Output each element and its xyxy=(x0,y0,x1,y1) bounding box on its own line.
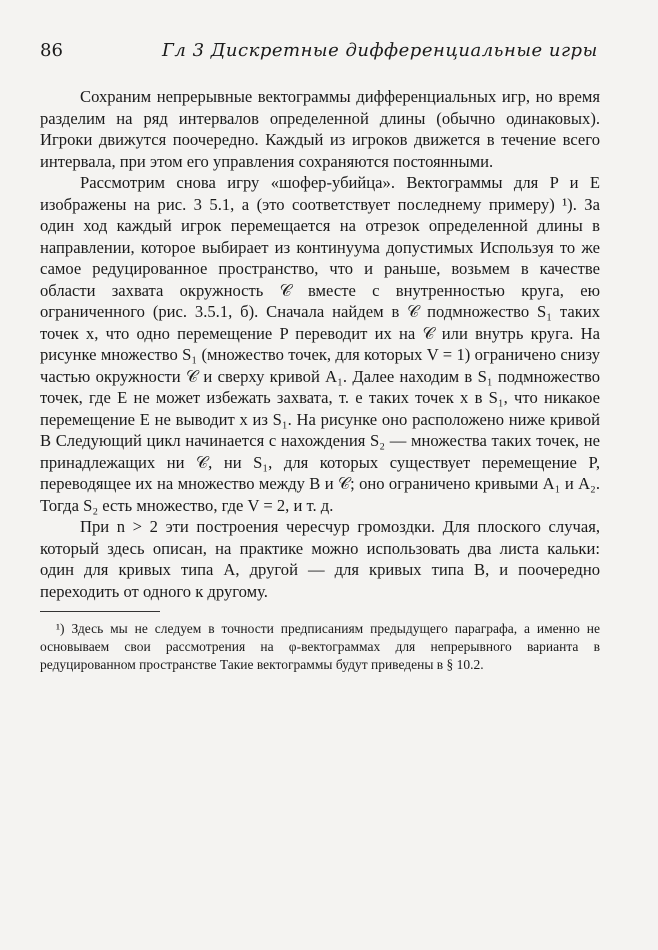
footnote xyxy=(40,620,600,674)
page-header xyxy=(40,40,600,64)
page-number: 86 xyxy=(40,40,63,61)
paragraph: При n > 2 эти построения чересчур громоздки. Для плоского случая, который здесь описан, на практике можно использовать два листа кальки: один для кривых типа A, другой — для кривых типа B, и поочередно переходить от одного к другому. xyxy=(40,517,600,601)
paragraph: Сохраним непрерывные вектограммы дифференциальных игр, но время разделим на ряд интервалов определенной длины (обычно одинаковых). Игроки движутся поочередно. Каждый из игроков движется в течение всего интервала, при этом его управления сохраняются постоянными. xyxy=(40,87,600,171)
footnote-text: ¹) Здесь мы не следуем в точности предписаниям предыдущего параграфа, а именно не основываем свои рассмотрения на φ-вектограммах для непрерывного варианта в редуцированном пространстве Такие вектограммы будут приведены в § 10.2. xyxy=(40,621,600,672)
footnote-divider xyxy=(40,611,160,612)
main-text xyxy=(40,86,600,602)
paragraph: Рассмотрим снова игру «шофер-убийца». Вектограммы для P и E изображены на рис. 3 5.1, а (это соответствует последнему примеру) ¹). За один ход каждый игрок перемещается на отрезок определенной длины в направлении, которое выбирает из континуума допустимых Используя то же самое редуцированное пространство, что и раньше, возьмем в качестве области захвата окружность 𝒞 вместе с внутренностью круга, ею ограниченного (рис. 3.5.1, б). Сначала найдем в 𝒞 подмножество S₁ таких точек x, что одно перемещение P переводит их на 𝒞 или внутрь круга. На рисунке множество S₁ (множество точек, для которых V = 1) ограничено снизу частью окружности 𝒞 и сверху кривой A₁. Далее находим в S₁ подмножество точек, где E не может избежать захвата, т. е таких точек x в S₁, что никакое перемещение E не выводит x из S₁. На рисунке оно расположено ниже кривой B Следующий цикл начинается с нахождения S₂ — множества таких точек, не принадлежащих ни 𝒞, ни S₁, для которых существует перемещение P, переводящее их на множество между B и 𝒞; оно ограничено кривыми A₁ и A₂. Тогда S₂ есть множество, где V = 2, и т. д. xyxy=(40,173,600,515)
running-head: Гл 3 Дискретные дифференциальные игры xyxy=(162,40,598,61)
